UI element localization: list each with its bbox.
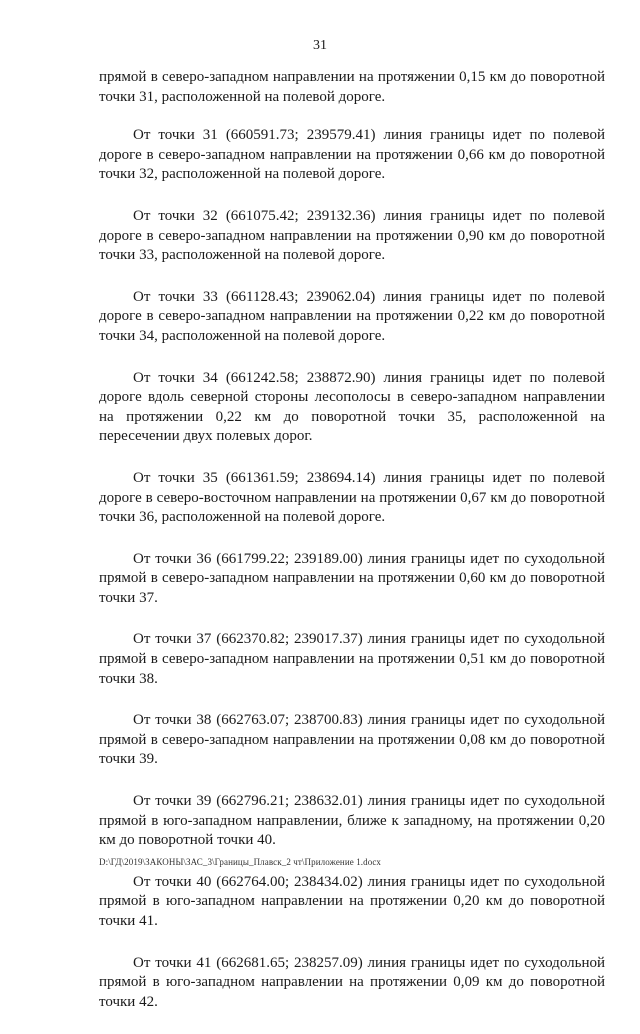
paragraph-point-32: От точки 32 (661075.42; 239132.36) линия границы идет по полевой дороге в северо-западном направлении на протяжении 0,90 км до поворотной точки 33, расположенной на полевой дороге. bbox=[99, 207, 605, 264]
paragraph-point-41: От точки 41 (662681.65; 238257.09) линия границы идет по суходольной прямой в юго-западном направлении на протяжении 0,09 км до поворотной точки 42. bbox=[99, 954, 605, 1010]
paragraph-point-38: От точки 38 (662763.07; 238700.83) линия границы идет по суходольной прямой в северо-западном направлении на протяжении 0,08 км до поворотной точки 39. bbox=[99, 712, 605, 768]
paragraph-continuation: прямой в северо-западном направлении на протяжении 0,15 км до поворотной точки 31, расположенной на полевой дороге. bbox=[99, 69, 605, 105]
page-number: 31 bbox=[313, 38, 327, 53]
paragraph-point-39: От точки 39 (662796.21; 238632.01) линия границы идет по суходольной прямой в юго-западном направлении, ближе к западному, на протяжении 0,20 км до поворотной точки 40. bbox=[99, 793, 605, 849]
paragraph-point-37: От точки 37 (662370.82; 239017.37) линия границы идет по суходольной прямой в северо-западном направлении на протяжении 0,51 км до поворотной точки 38. bbox=[99, 631, 605, 687]
footer-file-path: D:\ГД\2019\ЗАКОНЫ\ЗАС_3\Границы_Плавск_2 чт\Приложение 1.docx bbox=[99, 857, 382, 867]
paragraph-point-33: От точки 33 (661128.43; 239062.04) линия границы идет по полевой дороге в северо-западном направлении на протяжении 0,22 км до поворотной точки 34, расположенной на полевой дороге. bbox=[99, 288, 605, 344]
paragraph-point-31: От точки 31 (660591.73; 239579.41) линия границы идет по полевой дороге в северо-западном направлении на протяжении 0,66 км до поворотной точки 32, расположенной на полевой дороге. bbox=[99, 127, 605, 183]
paragraph-point-36: От точки 36 (661799.22; 239189.00) линия границы идет по суходольной прямой в северо-западном направлении на протяжении 0,60 км до поворотной точки 37. bbox=[99, 550, 605, 606]
paragraph-point-40: От точки 40 (662764.00; 238434.02) линия границы идет по суходольной прямой в юго-западном направлении на протяжении 0,20 км до поворотной точки 41. bbox=[99, 873, 605, 929]
paragraph-point-34: От точки 34 (661242.58; 238872.90) линия границы идет по полевой дороге вдоль северной стороны лесополосы в северо-западном направлении на протяжении 0,22 км до поворотной точки 35, расположенной на пересечении двух полевых дорог. bbox=[99, 369, 605, 445]
document-body bbox=[99, 68, 605, 1034]
paragraph-point-35: От точки 35 (661361.59; 238694.14) линия границы идет по полевой дороге в северо-восточном направлении на протяжении 0,67 км до поворотной точки 36, расположенной на полевой дороге. bbox=[99, 469, 605, 526]
